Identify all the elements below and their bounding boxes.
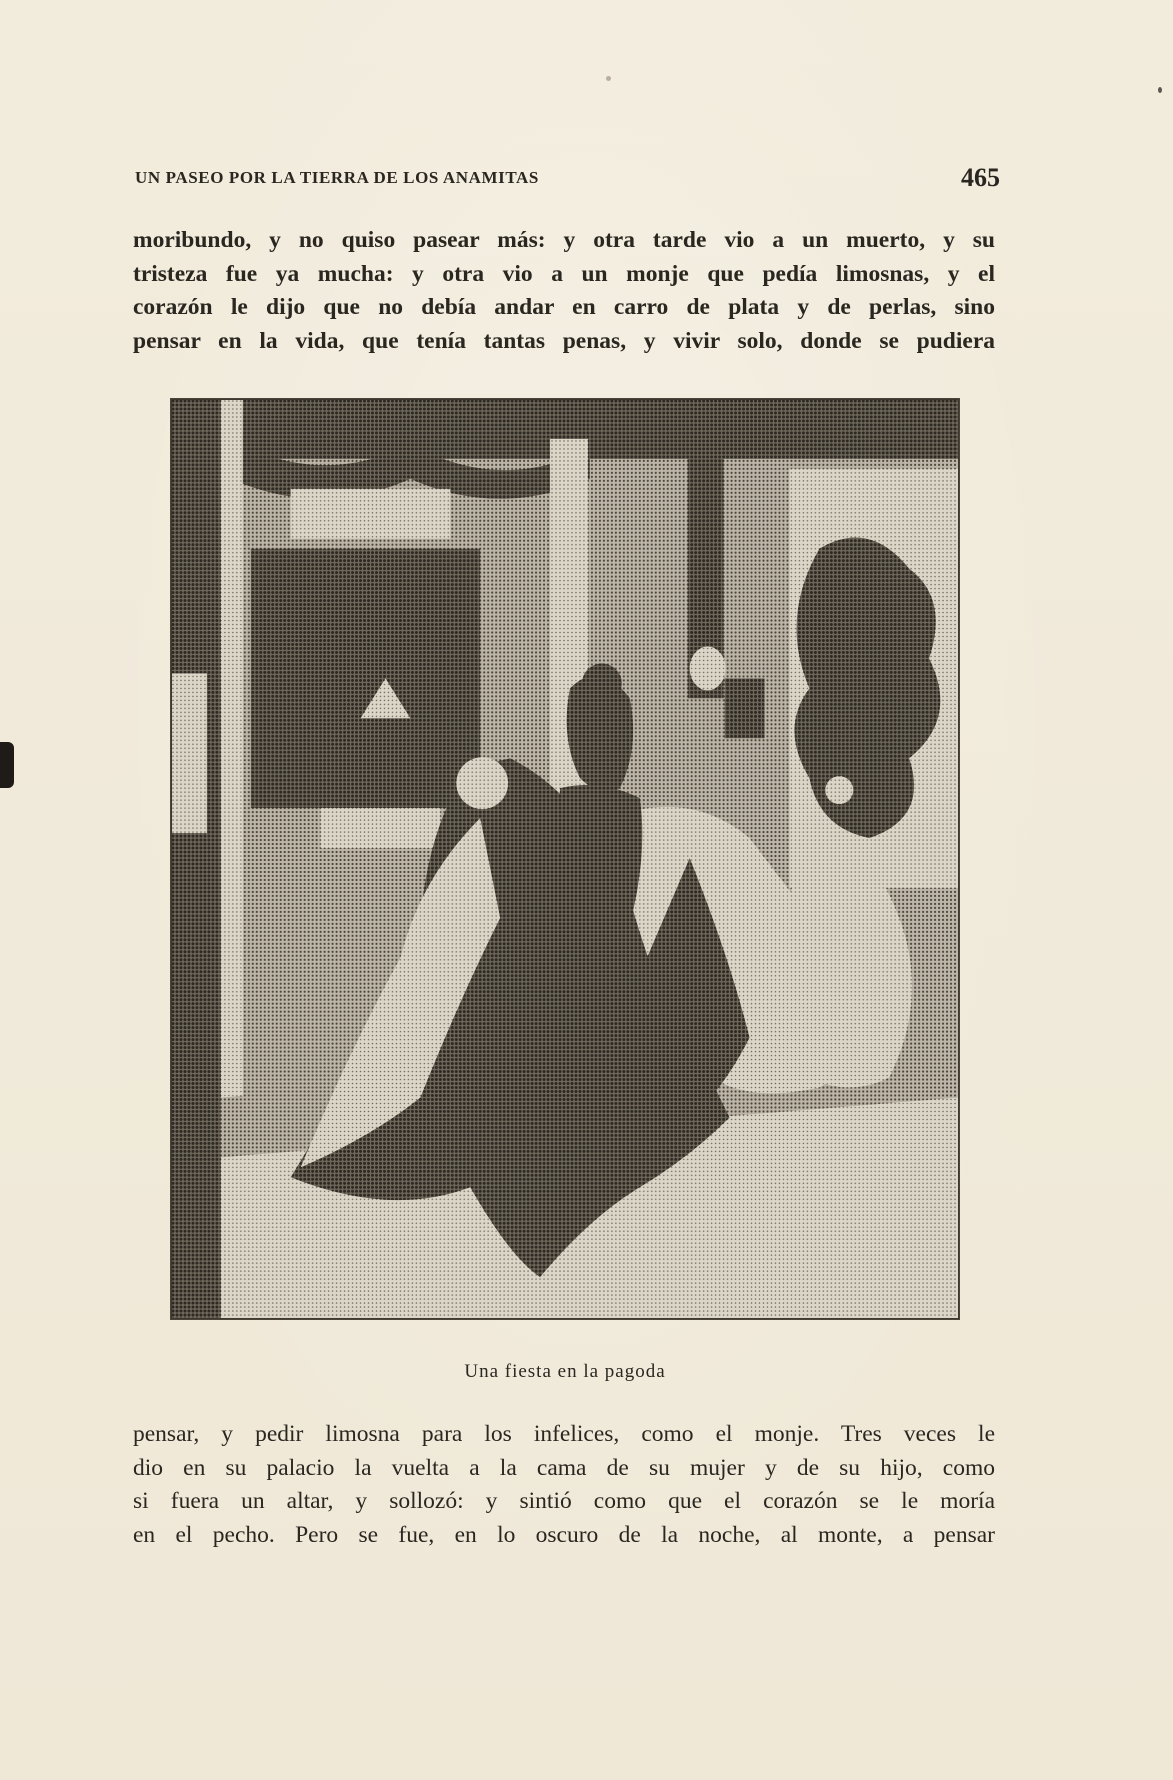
illustration-caption: Una fiesta en la pagoda — [464, 1361, 666, 1382]
paper-speck — [606, 76, 611, 81]
text-line: corazón le dijo que no debía andar en carro de plata y de perlas, sino — [133, 294, 995, 320]
engraving-illustration-icon — [171, 399, 959, 1319]
page-number: 465 — [961, 163, 1000, 192]
text-line: dio en su palacio la vuelta a la cama de su mujer y de su hijo, como — [133, 1454, 995, 1481]
text-line: si fuera un altar, y sollozó: y sintió como que el corazón se le moría — [133, 1488, 995, 1514]
text-line: moribundo, y no quiso pasear más: y otra tarde vio a un muerto, y su — [133, 227, 995, 253]
body-text-top — [133, 224, 995, 358]
running-head — [135, 163, 1000, 193]
text-line: pensar, y pedir limosna para los infelices, como el monje. Tres veces le — [133, 1421, 995, 1447]
running-title: UN PASEO POR LA TIERRA DE LOS ANAMITAS — [135, 168, 539, 187]
page-edge-mark — [0, 742, 14, 788]
text-line: pensar en la vida, que tenía tantas penas, y vivir solo, donde se pudiera — [133, 327, 995, 354]
paper-speck — [1158, 87, 1162, 93]
text-line: en el pecho. Pero se fue, en lo oscuro de la noche, al monte, a pensar — [133, 1521, 995, 1548]
pagoda-festival-illustration — [170, 398, 960, 1320]
text-line: tristeza fue ya mucha: y otra vio a un monje que pedía limosnas, y el — [133, 260, 995, 287]
body-text-bottom — [133, 1418, 995, 1552]
